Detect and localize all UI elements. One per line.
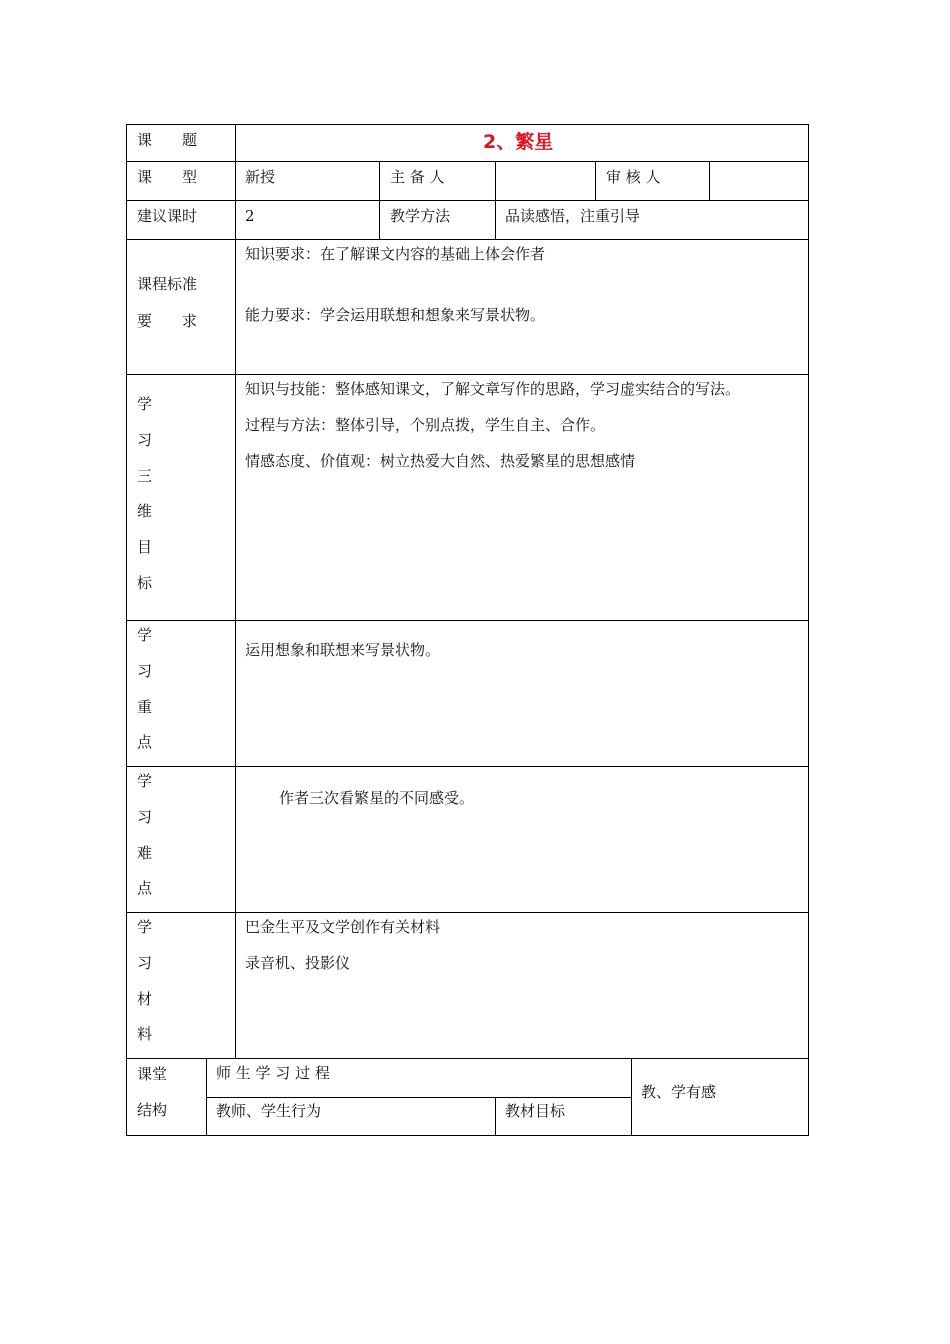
hours-label: 建议课时 [137,207,198,225]
standards-label-line2: 要 求 [137,312,198,330]
goals-label-char: 目 [137,538,153,556]
goals-label-char: 标 [137,574,153,592]
key-points-label-char: 点 [137,733,153,751]
standards-ability: 能力要求：学会运用联想和想象来写景状物。 [245,306,546,324]
topic-label: 课 题 [137,131,198,149]
reviewer-label: 审 核 人 [606,168,661,186]
structure-label-line1: 课堂 [137,1065,168,1083]
goal-item: 过程与方法：整体引导，个别点拨，学生自主、合作。 [245,416,606,434]
material-item: 录音机、投影仪 [245,954,351,972]
key-points-label-char: 重 [137,698,153,716]
material-goal-label: 教材目标 [505,1102,566,1120]
goal-item: 知识与技能：整体感知课文，了解文章写作的思路，学习虚实结合的写法。 [245,380,741,398]
goal-item: 情感态度、价值观：树立热爱大自然、热爱繁星的思想感情 [245,452,636,470]
goals-label-char: 习 [137,431,153,449]
method-value: 品读感悟，注重引导 [505,207,641,225]
method-label: 教学方法 [390,207,451,225]
goals-label-char: 三 [137,467,153,485]
preparer-label: 主 备 人 [390,168,445,186]
standards-label-line1: 课程标准 [137,275,198,293]
type-label: 课 型 [137,168,198,186]
reflection-label: 教、学有感 [641,1083,717,1101]
hours-value: 2 [245,207,255,225]
key-points-label-char: 习 [137,662,153,680]
process-label: 师 生 学 习 过 程 [216,1064,330,1082]
materials-label-char: 料 [137,1025,153,1043]
key-points-label-char: 学 [137,626,153,644]
key-points-text: 运用想象和联想来写景状物。 [245,641,441,659]
goals-label-char: 学 [137,395,153,413]
materials-label-char: 材 [137,990,153,1008]
difficulties-label-char: 学 [137,772,153,790]
material-item: 巴金生平及文学创作有关材料 [245,918,441,936]
standards-knowledge: 知识要求：在了解课文内容的基础上体会作者 [245,245,546,263]
behavior-label: 教师、学生行为 [216,1102,322,1120]
difficulties-label-char: 习 [137,808,153,826]
type-value: 新授 [245,168,276,186]
difficulties-label-char: 点 [137,879,153,897]
goals-label-char: 维 [137,502,153,520]
difficulties-text: 作者三次看繁星的不同感受。 [279,789,475,807]
materials-label-char: 习 [137,954,153,972]
materials-label-char: 学 [137,918,153,936]
structure-label-line2: 结构 [137,1101,168,1119]
difficulties-label-char: 难 [137,844,153,862]
lesson-title: 2、繁星 [483,131,554,153]
